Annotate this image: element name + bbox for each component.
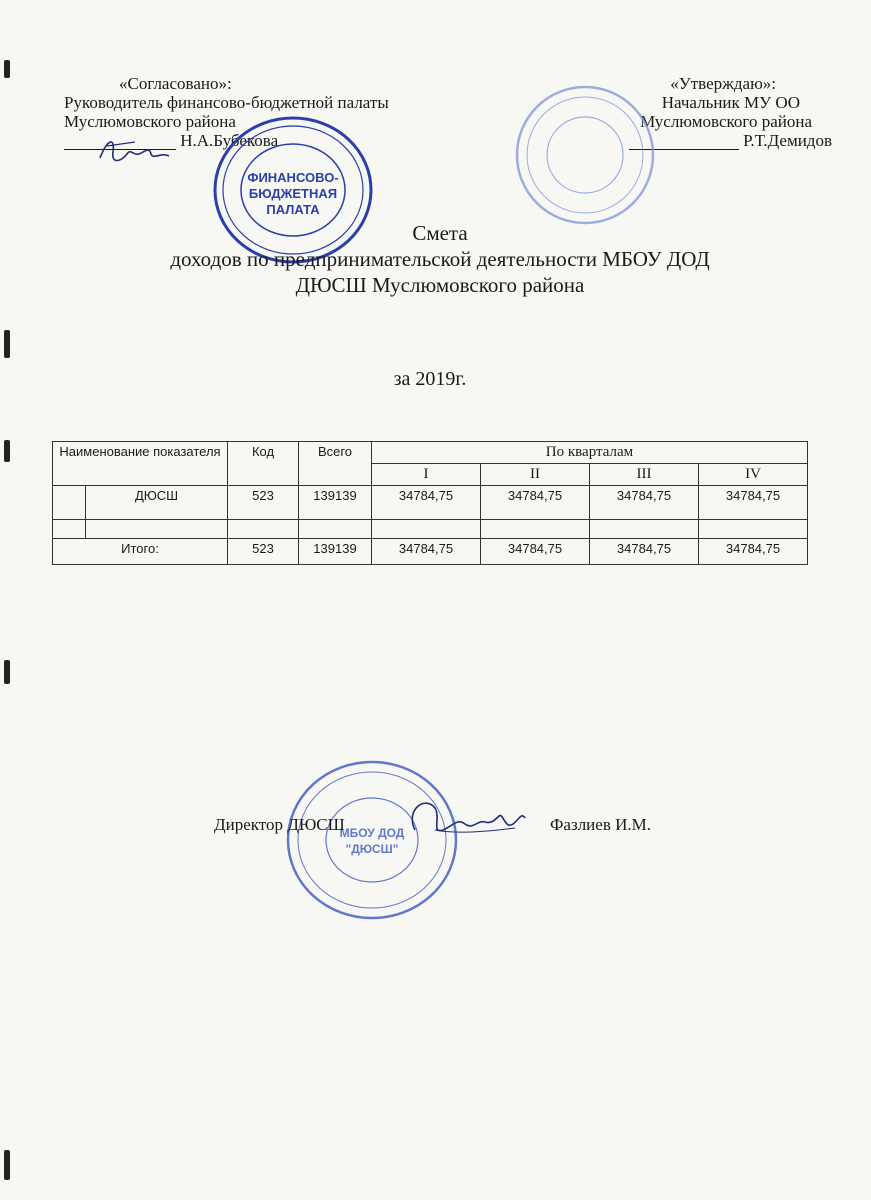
table-cell-empty: [590, 520, 699, 539]
agreed-signature: [95, 132, 175, 172]
punch-mark: [4, 1150, 10, 1180]
total-q3: 34784,75: [590, 539, 699, 565]
finance-stamp-line2: БЮДЖЕТНАЯ: [248, 186, 338, 201]
agreed-position-line2: Муслюмовского района: [64, 112, 236, 131]
punch-mark: [4, 660, 10, 684]
row-q2: 34784,75: [481, 486, 590, 520]
table-header-row: [53, 442, 808, 464]
table-cell-empty: [53, 486, 86, 520]
title-line3: ДЮСШ Муслюмовского района: [295, 273, 585, 297]
director-name: Фазлиев И.М.: [550, 815, 651, 834]
title-line2: доходов по предпринимательской деятельности МБОУ ДОД: [170, 247, 710, 271]
row-code: 523: [228, 486, 299, 520]
punch-mark: [4, 440, 10, 462]
director-signature: [395, 790, 530, 850]
finance-stamp-line1: ФИНАНСОВО-: [247, 170, 339, 185]
header-q2: II: [481, 464, 590, 486]
header-name: Наименование показателя: [53, 442, 228, 486]
table-cell-empty: [481, 520, 590, 539]
director-label: Директор ДЮСШ: [214, 815, 345, 834]
header-code: Код: [228, 442, 299, 486]
table-cell-empty: [228, 520, 299, 539]
row-q1: 34784,75: [372, 486, 481, 520]
school-stamp-line2: "ДЮСШ": [345, 842, 399, 856]
header-total: Всего: [299, 442, 372, 486]
total-q4: 34784,75: [699, 539, 808, 565]
total-code: 523: [228, 539, 299, 565]
total-q2: 34784,75: [481, 539, 590, 565]
agreed-heading: «Согласовано»:: [119, 74, 232, 93]
table-cell-empty: [86, 520, 228, 539]
table-row-blank: [53, 520, 808, 539]
finance-stamp-line3: ПАЛАТА: [266, 202, 320, 217]
education-stamp: [510, 80, 660, 230]
total-name: Итого:: [53, 539, 228, 565]
header-q3: III: [590, 464, 699, 486]
row-q4: 34784,75: [699, 486, 808, 520]
title-line1: Смета: [412, 221, 468, 245]
agreed-name: Н.А.Бубекова: [180, 131, 279, 150]
table-cell-empty: [53, 520, 86, 539]
table-cell-empty: [699, 520, 808, 539]
total-q1: 34784,75: [372, 539, 481, 565]
report-year: за 2019г.: [393, 368, 467, 390]
table-cell-empty: [372, 520, 481, 539]
row-q3: 34784,75: [590, 486, 699, 520]
header-q4: IV: [699, 464, 808, 486]
punch-mark: [4, 330, 10, 358]
estimate-table: [52, 441, 808, 565]
total-total: 139139: [299, 539, 372, 565]
approve-position-line1: Начальник МУ ОО: [661, 93, 800, 112]
agreed-position-line1: Руководитель финансово-бюджетной палаты: [64, 93, 389, 112]
table-row: [53, 486, 808, 520]
school-stamp-line1: МБОУ ДОД: [339, 826, 405, 840]
table-cell-empty: [299, 520, 372, 539]
row-name: ДЮСШ: [86, 486, 228, 520]
header-quarters: По кварталам: [372, 442, 808, 464]
document-title: [60, 220, 820, 298]
table-total-row: [53, 539, 808, 565]
header-q1: I: [372, 464, 481, 486]
approve-position-line2: Муслюмовского района: [640, 112, 812, 131]
approve-name: Р.Т.Демидов: [743, 131, 832, 150]
punch-mark: [4, 60, 10, 78]
approve-heading: «Утверждаю»:: [670, 74, 776, 93]
row-total: 139139: [299, 486, 372, 520]
